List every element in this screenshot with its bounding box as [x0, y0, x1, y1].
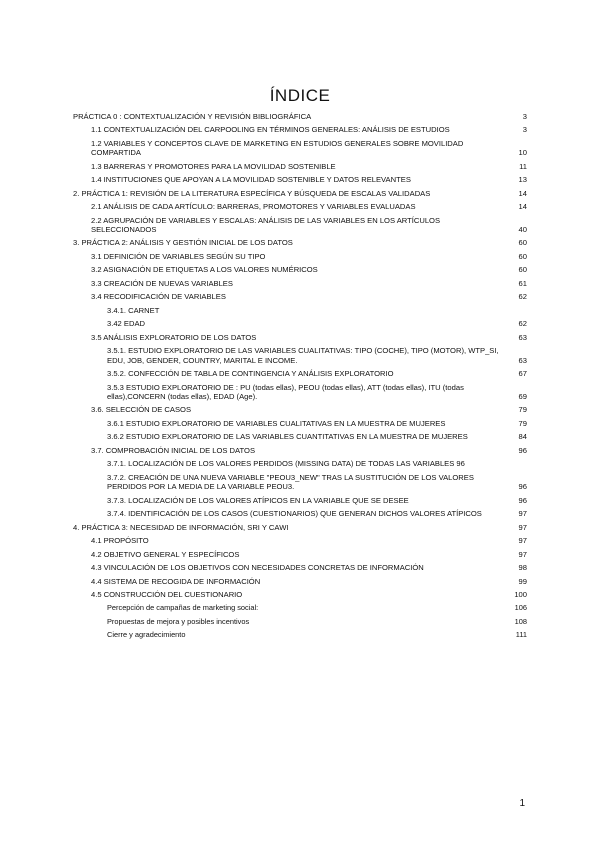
- toc-entry-page: 13: [518, 175, 527, 185]
- toc-entry[interactable]: [73, 405, 527, 414]
- toc-entry[interactable]: [73, 550, 527, 559]
- toc-entry-title: 4.2 OBJETIVO GENERAL Y ESPECÍFICOS: [91, 549, 240, 559]
- toc-entry[interactable]: [73, 319, 527, 328]
- toc-entry-title: 3.5.2. CONFECCIÓN DE TABLA DE CONTINGENCIA Y ANÁLISIS EXPLORATORIO: [107, 369, 394, 379]
- toc-entry-page: 96: [518, 495, 527, 505]
- page-number: 1: [519, 798, 525, 809]
- toc-entry-title: 3.7. COMPROBACIÓN INICIAL DE LOS DATOS: [91, 445, 256, 455]
- toc-entry[interactable]: [73, 590, 527, 599]
- toc-entry-page: 99: [518, 576, 527, 586]
- toc-entry-title: 3.6.1 ESTUDIO EXPLORATORIO DE VARIABLES CUALITATIVAS EN LA MUESTRA DE MUJERES: [107, 418, 446, 428]
- toc-entry[interactable]: [73, 577, 527, 586]
- toc-entry-title: 1.3 BARRERAS Y PROMOTORES PARA LA MOVILIDAD SOSTENIBLE: [91, 161, 336, 171]
- toc-entry-page: 106: [514, 603, 527, 613]
- toc-entry[interactable]: [73, 112, 527, 121]
- toc-entry-page: 100: [514, 589, 527, 599]
- toc-entry[interactable]: [73, 603, 527, 612]
- toc-entry[interactable]: [73, 383, 527, 402]
- toc-entry-title: 3.5.1. ESTUDIO EXPLORATORIO DE LAS VARIABLES CUALITATIVAS: TIPO (COCHE), TIPO (MOTOR), WTP_SI, EDU, JOB, GENDER, COUNTRY, MARITAL E INCOME.: [107, 346, 499, 365]
- toc-entry-page: 3: [522, 112, 527, 121]
- toc-entry-page: 97: [518, 509, 527, 519]
- toc-entry[interactable]: [73, 509, 527, 518]
- toc-entry[interactable]: [73, 369, 527, 378]
- toc-entry-page: 63: [518, 355, 527, 365]
- toc-entry-title: 3.5.3 ESTUDIO EXPLORATORIO DE : PU (todas ellas), PEOU (todas ellas), ATT (todas ellas), ITU (todas ellas),CONCERN (todas ellas), EDAD (Age).: [107, 382, 464, 401]
- toc-entry-title: 4.1 PROPÓSITO: [91, 536, 149, 546]
- toc-entry[interactable]: [73, 162, 527, 171]
- toc-entry[interactable]: [73, 202, 527, 211]
- toc-entry[interactable]: [73, 346, 527, 365]
- toc-entry-title: 4.3 VINCULACIÓN DE LOS OBJETIVOS CON NECESIDADES CONCRETAS DE INFORMACIÓN: [91, 563, 424, 573]
- toc-entry[interactable]: [73, 238, 527, 247]
- table-of-contents: [73, 112, 527, 644]
- toc-entry-page: 62: [518, 292, 527, 302]
- toc-entry-title: 1.2 VARIABLES Y CONCEPTOS CLAVE DE MARKETING EN ESTUDIOS GENERALES SOBRE MOVILIDAD COMPARTIDA: [91, 138, 464, 158]
- toc-entry-page: 108: [514, 616, 527, 626]
- toc-entry-page: 84: [518, 432, 527, 442]
- toc-entry-page: 3: [522, 125, 527, 135]
- toc-entry[interactable]: [73, 523, 527, 532]
- toc-entry[interactable]: [73, 265, 527, 274]
- toc-entry-title: 3.7.2. CREACIÓN DE UNA NUEVA VARIABLE "PEOU3_NEW" TRAS LA SUSTITUCIÓN DE LOS VALORES PERDIDOS POR LA MEDIA DE LA VARIABLE PEOU3.: [107, 472, 474, 492]
- toc-entry[interactable]: [73, 125, 527, 134]
- toc-entry-page: 111: [515, 630, 527, 640]
- toc-entry-page: 96: [518, 482, 527, 492]
- toc-entry[interactable]: [73, 536, 527, 545]
- toc-entry-page: 11: [519, 161, 527, 171]
- toc-entry-page: 60: [518, 265, 527, 275]
- toc-entry-page: 60: [518, 238, 527, 248]
- toc-entry-title: 3.6. SELECCIÓN DE CASOS: [91, 405, 192, 415]
- toc-entry-title: 3.2 ASIGNACIÓN DE ETIQUETAS A LOS VALORES NUMÉRICOS: [91, 265, 318, 275]
- toc-entry[interactable]: [73, 306, 527, 315]
- toc-entry-page: 60: [518, 251, 527, 261]
- toc-entry-page: 98: [518, 563, 527, 573]
- toc-entry-title: 3.5 ANÁLISIS EXPLORATORIO DE LOS DATOS: [91, 332, 257, 342]
- toc-entry-title: 3.7.3. LOCALIZACIÓN DE LOS VALORES ATÍPICOS EN LA VARIABLE QUE SE DESEE: [107, 495, 409, 505]
- toc-entry[interactable]: [73, 333, 527, 342]
- toc-entry-title: 2. PRÁCTICA 1: REVISIÓN DE LA LITERATURA ESPECÍFICA Y BÚSQUEDA DE ESCALAS VALIDADAS: [73, 188, 431, 198]
- toc-entry[interactable]: [73, 419, 527, 428]
- toc-entry[interactable]: [73, 189, 527, 198]
- toc-entry[interactable]: [73, 252, 527, 261]
- toc-entry-page: 10: [518, 148, 527, 158]
- toc-entry[interactable]: [73, 446, 527, 455]
- page-title: ÍNDICE: [269, 86, 331, 105]
- toc-entry-title: 1.4 INSTITUCIONES QUE APOYAN A LA MOVILIDAD SOSTENIBLE Y DATOS RELEVANTES: [91, 175, 411, 185]
- toc-entry-page: 14: [518, 202, 527, 212]
- toc-entry-page: 67: [518, 369, 527, 379]
- toc-entry[interactable]: [73, 279, 527, 288]
- toc-entry-title: Propuestas de mejora y posibles incentivos: [107, 616, 250, 626]
- toc-entry[interactable]: [73, 473, 527, 492]
- toc-entry-page: 97: [518, 522, 527, 532]
- toc-entry-title: 4.4 SISTEMA DE RECOGIDA DE INFORMACIÓN: [91, 576, 261, 586]
- toc-entry-title: 1.1 CONTEXTUALIZACIÓN DEL CARPOOLING EN TÉRMINOS GENERALES: ANÁLISIS DE ESTUDIOS: [91, 125, 450, 135]
- toc-entry-title: 3.42 EDAD: [107, 319, 145, 329]
- toc-entry[interactable]: [73, 496, 527, 505]
- toc-entry-title: 4. PRÁCTICA 3: NECESIDAD DE INFORMACIÓN, SRI Y CAWI: [73, 522, 289, 532]
- toc-entry-page: 63: [518, 332, 527, 342]
- toc-entry-page: 69: [518, 391, 527, 401]
- toc-entry-page: 97: [518, 536, 527, 546]
- toc-entry-title: 3.1 DEFINICIÓN DE VARIABLES SEGÚN SU TIPO: [91, 251, 266, 261]
- toc-entry[interactable]: [73, 292, 527, 301]
- toc-entry-title: Percepción de campañas de marketing social:: [107, 603, 259, 613]
- toc-entry-title: 2.2 AGRUPACIÓN DE VARIABLES Y ESCALAS: ANÁLISIS DE LAS VARIABLES EN LOS ARTÍCULOS SELECCIONADOS: [91, 215, 441, 234]
- toc-entry[interactable]: [73, 175, 527, 184]
- toc-entry-page: 62: [518, 319, 527, 329]
- toc-entry-title: 3.3 CREACIÓN DE NUEVAS VARIABLES: [91, 278, 233, 288]
- toc-entry[interactable]: [73, 563, 527, 572]
- toc-entry-title: 3. PRÁCTICA 2: ANÁLISIS Y GESTIÓN INICIAL DE LOS DATOS: [73, 238, 293, 248]
- toc-entry-title: 3.7.4. IDENTIFICACIÓN DE LOS CASOS (CUESTIONARIOS) QUE GENERAN DICHOS VALORES ATÍPICOS: [107, 509, 482, 519]
- toc-entry-page: 14: [518, 188, 527, 198]
- toc-entry-title: 3.7.1. LOCALIZACIÓN DE LOS VALORES PERDIDOS (MISSING DATA) DE TODAS LAS VARIABLES 96: [107, 459, 465, 469]
- toc-entry-page: 97: [518, 549, 527, 559]
- toc-entry-page: 79: [518, 405, 527, 415]
- toc-entry[interactable]: [73, 139, 527, 158]
- toc-entry-page: 96: [518, 445, 527, 455]
- toc-entry-title: 3.4.1. CARNET: [107, 305, 160, 315]
- toc-entry-title: 3.6.2 ESTUDIO EXPLORATORIO DE LAS VARIABLES CUANTITATIVAS EN LA MUESTRA DE MUJERES: [107, 432, 468, 442]
- toc-entry[interactable]: [73, 216, 527, 235]
- toc-entry[interactable]: [73, 630, 527, 639]
- toc-entry-page: 40: [518, 224, 527, 234]
- toc-entry-title: 2.1 ANÁLISIS DE CADA ARTÍCULO: BARRERAS, PROMOTORES Y VARIABLES EVALUADAS: [91, 202, 416, 212]
- toc-entry-page: 79: [518, 418, 527, 428]
- toc-entry-title: Cierre y agradecimiento: [107, 630, 186, 640]
- toc-entry-page: 61: [518, 278, 527, 288]
- toc-entry-title: 3.4 RECODIFICACIÓN DE VARIABLES: [91, 292, 226, 302]
- toc-entry-title: PRÁCTICA 0 : CONTEXTUALIZACIÓN Y REVISIÓN BIBLIOGRÁFICA: [73, 112, 312, 121]
- toc-entry-title: 4.5 CONSTRUCCIÓN DEL CUESTIONARIO: [91, 589, 243, 599]
- toc-entry[interactable]: [73, 617, 527, 626]
- toc-entry[interactable]: [73, 432, 527, 441]
- toc-entry[interactable]: [73, 459, 527, 468]
